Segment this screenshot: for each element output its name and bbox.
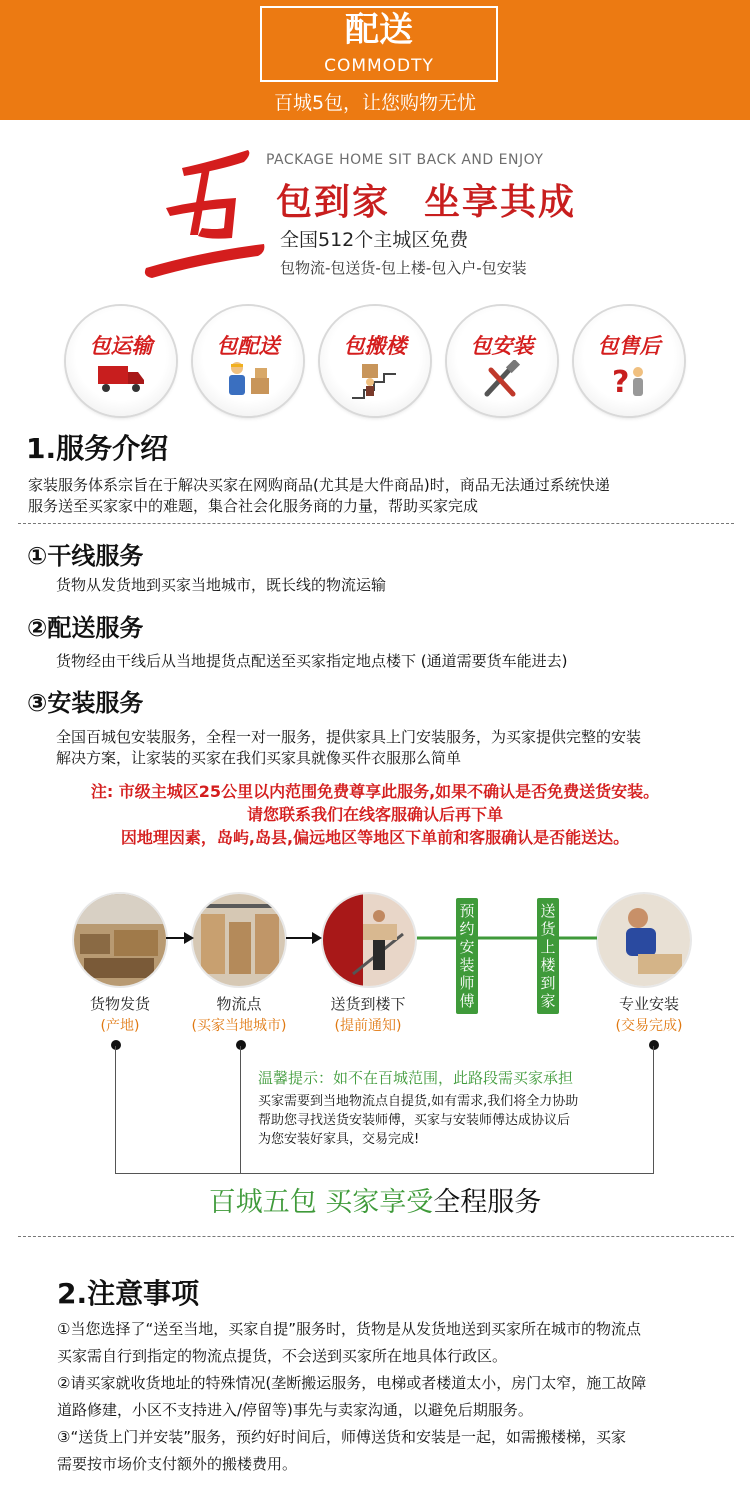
notice-line2: 请您联系我们在线客服确认后再下单 [246, 805, 503, 824]
section1-title: 1.服务介绍 [26, 432, 169, 465]
question-person-icon [604, 360, 654, 400]
header-subtitle: COMMODTY [324, 56, 434, 76]
notice-line1: 注: 市级主城区25公里以内范围免费尊享此服务,如果不确认是否免费送货安装。 [90, 782, 660, 801]
tools-icon [477, 360, 527, 400]
hero-english-slogan: PACKAGE HOME SIT BACK AND ENJOY [266, 152, 544, 168]
flow-connector [417, 931, 597, 945]
circle-label: 包搬楼 [343, 334, 407, 358]
note-line: 买家需自行到指定的物流点提货，不会送到买家所在地具体行政区。 [57, 1347, 508, 1365]
circle-transport [66, 306, 176, 416]
flow-slogan [0, 1186, 750, 1220]
svg-text:?: ? [612, 365, 630, 400]
tip-body-line: 买家需要到当地物流点自提货,如有需求,我们将全力协助 [258, 1094, 579, 1109]
flow-line [115, 1173, 654, 1174]
badge-deliver-upstairs: 送 货 上 楼 到 家 [537, 898, 559, 1014]
header-tagline: 百城5包，让您购物无忧 [273, 92, 477, 114]
delivery-photo [323, 894, 415, 986]
circle-stairs [320, 306, 430, 416]
circle-label: 包售后 [597, 334, 661, 358]
hero-slogan-right: 坐享其成 [424, 181, 577, 223]
section2-notes [57, 1316, 737, 1478]
service-install-title: ③安装服务 [27, 689, 144, 717]
step-deliver-note: (提前通知) [334, 1018, 402, 1034]
hero-service-list: 包物流-包送货-包上楼-包入户-包安装 [280, 259, 527, 277]
circle-aftersales [574, 306, 684, 416]
flow-slogan-green: 百城五包 买家享受 [208, 1187, 434, 1218]
step-ship-note: (产地) [100, 1018, 140, 1034]
circle-delivery [193, 306, 303, 416]
service-delivery-desc: 货物经由干线后从当地提货点配送至买家指定地点楼下 (通道需要货车能进去) [56, 652, 568, 670]
circle-label: 包配送 [216, 334, 280, 358]
step-logistics-label: 物流点 [216, 995, 262, 1013]
flow-dot [649, 1040, 659, 1050]
dashed-divider [18, 523, 734, 524]
flow-slogan-black: 全程服务 [433, 1187, 542, 1218]
section1-text-line1: 家装服务体系宗旨在于解决买家在网购商品(尤其是大件商品)时，商品无法通过系统快递 [28, 476, 610, 494]
section2-title: 2.注意事项 [57, 1277, 200, 1310]
circle-label: 包运输 [89, 334, 153, 358]
tip-body-line: 为您安装好家具，交易完成! [258, 1132, 420, 1147]
flow-line [240, 1046, 241, 1174]
flow-arrow [166, 930, 196, 946]
delivery-worker-icon [223, 360, 273, 400]
service-trunk-desc: 货物从发货地到买家当地城市，既长线的物流运输 [56, 576, 387, 594]
tip-title: 温馨提示：如不在百城范围，此路段需买家承担 [258, 1069, 574, 1087]
circle-install [447, 306, 557, 416]
flow-dot [111, 1040, 121, 1050]
stairs-carry-icon [350, 360, 400, 400]
truck-icon [96, 360, 146, 396]
hero-free-cities: 全国512个主城区免费 [280, 229, 469, 251]
note-line: ①当您选择了“送至当地，买家自提”服务时，货物是从发货地送到买家所在城市的物流点 [57, 1320, 641, 1338]
service-delivery-title: ②配送服务 [27, 614, 144, 642]
note-line: 需要按市场价支付额外的搬楼费用。 [57, 1455, 298, 1473]
note-line: ②请买家就收货地址的特殊情况(垄断搬运服务，电梯或者楼道太小，房门太窄，施工故障 [57, 1374, 647, 1392]
step-deliver-label: 送货到楼下 [330, 995, 406, 1013]
service-trunk-title: ①干线服务 [27, 542, 144, 570]
hero-slogan-left: 包到家 [276, 181, 391, 223]
circle-label: 包安装 [470, 334, 534, 358]
step-logistics-note: (买家当地城市) [191, 1018, 287, 1034]
header-title: 配送 [345, 10, 413, 50]
five-logo [140, 140, 270, 285]
flow-arrow [286, 930, 326, 946]
warehouse-photo [74, 894, 166, 986]
flow-dot [236, 1040, 246, 1050]
flow-line [653, 1046, 654, 1174]
section1-text-line2: 服务送至买家家中的难题，集合社会化服务商的力量，帮助买家完成 [28, 497, 479, 515]
service-install-desc-line2: 解决方案，让家装的买家在我们买家具就像买件衣服那么简单 [56, 749, 462, 767]
hero-slogan [276, 180, 576, 224]
step-ship-label: 货物发货 [89, 995, 150, 1013]
dashed-divider [18, 1236, 734, 1237]
installation-photo [598, 894, 690, 986]
tip-body-line: 帮助您寻找送货安装师傅，买家与安装师傅达成协议后 [258, 1113, 571, 1128]
note-line: ③“送货上门并安装”服务，预约好时间后，师傅送货和安装是一起，如需搬楼梯，买家 [57, 1428, 626, 1446]
badge-book-installer: 预 约 安 装 师 傅 [456, 898, 478, 1014]
flow-line [115, 1046, 116, 1174]
step-install-note: (交易完成) [615, 1018, 683, 1034]
step-install-label: 专业安装 [618, 995, 679, 1013]
tip-body [258, 1092, 628, 1149]
logistics-point-photo [193, 894, 285, 986]
note-line: 道路修建，小区不支持进入/停留等)事先与卖家沟通，以避免后期服务。 [57, 1401, 533, 1419]
service-install-desc-line1: 全国百城包安装服务，全程一对一服务，提供家具上门安装服务，为买家提供完整的安装 [56, 728, 642, 746]
notice-line3: 因地理因素，岛屿,岛县,偏远地区等地区下单前和客服确认是否能送达。 [120, 828, 630, 847]
